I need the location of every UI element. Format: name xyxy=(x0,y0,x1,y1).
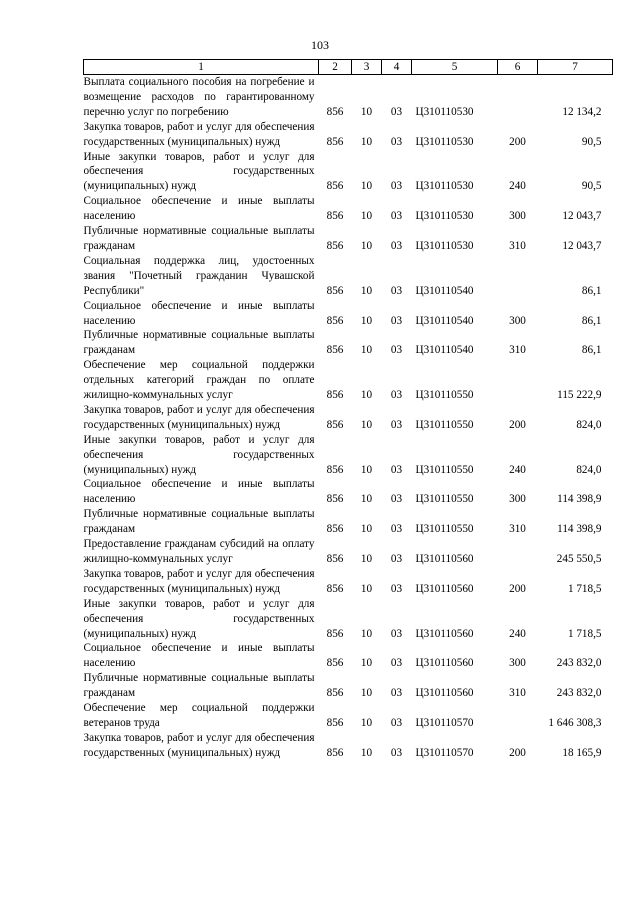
column-header-1: 1 xyxy=(84,60,319,75)
row-subsection-cell: 03 xyxy=(390,239,403,252)
row-expense-group-cell: 310 xyxy=(509,523,526,536)
row-section-cell: 10 xyxy=(360,344,373,357)
column-header-6: 6 xyxy=(498,60,538,75)
row-expense-group-cell: 200 xyxy=(509,135,526,148)
row-name-cell: Социальное обеспечение и иные выплаты населению xyxy=(83,478,315,506)
row-subsection-cell: 03 xyxy=(390,746,403,759)
row-amount-cell: 114 398,9 xyxy=(557,523,602,536)
row-target-article-cell: Ц310110540 xyxy=(415,314,474,327)
row-expense-group-cell: 310 xyxy=(509,344,526,357)
row-amount-cell: 824,0 xyxy=(576,463,602,476)
table-row xyxy=(84,537,613,567)
row-section-cell: 10 xyxy=(360,180,373,193)
row-department-cell: 856 xyxy=(326,344,344,357)
row-department-cell: 856 xyxy=(326,746,344,759)
row-expense-group-cell: 240 xyxy=(509,463,526,476)
row-name-cell: Иные закупки товаров, работ и услуг для обеспечения государственных (муниципальных) нужд xyxy=(83,150,315,193)
column-header-5: 5 xyxy=(412,60,498,75)
row-amount-cell: 86,1 xyxy=(581,344,602,357)
row-section-cell: 10 xyxy=(360,210,373,223)
row-department-cell: 856 xyxy=(326,180,344,193)
row-target-article-cell: Ц310110530 xyxy=(415,210,474,223)
row-section-cell: 10 xyxy=(360,627,373,640)
row-subsection-cell: 03 xyxy=(390,582,403,595)
row-subsection-cell: 03 xyxy=(390,657,403,670)
table-row xyxy=(84,641,613,671)
row-name-cell: Закупка товаров, работ и услуг для обеспечения государственных (муниципальных) нужд xyxy=(83,120,315,148)
table-row xyxy=(84,477,613,507)
row-section-cell: 10 xyxy=(360,523,373,536)
row-expense-group-cell: 200 xyxy=(509,418,526,431)
row-department-cell: 856 xyxy=(326,135,344,148)
table-row xyxy=(84,75,613,120)
table-row xyxy=(84,433,613,478)
row-target-article-cell: Ц310110530 xyxy=(415,239,474,252)
row-name-cell: Закупка товаров, работ и услуг для обеспечения государственных (муниципальных) нужд xyxy=(83,731,315,759)
row-section-cell: 10 xyxy=(360,716,373,729)
row-amount-cell: 12 043,7 xyxy=(562,210,602,223)
column-header-7: 7 xyxy=(538,60,613,75)
row-department-cell: 856 xyxy=(326,314,344,327)
row-amount-cell: 12 134,2 xyxy=(562,105,602,118)
row-expense-group-cell xyxy=(498,254,538,299)
row-target-article-cell: Ц310110560 xyxy=(415,627,474,640)
row-amount-cell: 243 832,0 xyxy=(556,687,602,700)
budget-table xyxy=(83,59,613,761)
row-section-cell: 10 xyxy=(360,418,373,431)
row-section-cell: 10 xyxy=(360,284,373,297)
row-subsection-cell: 03 xyxy=(390,210,403,223)
table-row xyxy=(84,194,613,224)
row-amount-cell: 1 646 308,3 xyxy=(548,716,602,729)
row-target-article-cell: Ц310110560 xyxy=(415,582,474,595)
row-department-cell: 856 xyxy=(326,553,344,565)
row-section-cell: 10 xyxy=(360,746,373,759)
row-amount-cell: 243 832,0 xyxy=(556,657,602,670)
row-target-article-cell: Ц310110530 xyxy=(415,105,474,118)
row-target-article-cell: Ц310110550 xyxy=(415,389,474,402)
row-subsection-cell: 03 xyxy=(390,314,403,327)
row-section-cell: 10 xyxy=(360,105,373,118)
row-amount-cell: 18 165,9 xyxy=(562,746,602,759)
row-amount-cell: 90,5 xyxy=(581,135,602,148)
table-row xyxy=(84,671,613,701)
row-section-cell: 10 xyxy=(360,135,373,148)
row-subsection-cell: 03 xyxy=(390,687,403,700)
column-header-3: 3 xyxy=(352,60,382,75)
row-name-cell: Обеспечение мер социальной поддержки ветеранов труда xyxy=(83,702,315,729)
row-section-cell: 10 xyxy=(360,687,373,700)
row-target-article-cell: Ц310110570 xyxy=(415,716,474,729)
row-expense-group-cell: 300 xyxy=(509,210,526,223)
row-amount-cell: 86,1 xyxy=(581,314,602,327)
table-row xyxy=(84,701,613,731)
row-target-article-cell: Ц310110550 xyxy=(415,493,474,506)
table-body xyxy=(84,75,613,761)
row-target-article-cell: Ц310110540 xyxy=(415,284,474,297)
row-section-cell: 10 xyxy=(360,239,373,252)
row-amount-cell: 90,5 xyxy=(581,180,602,193)
row-name-cell: Закупка товаров, работ и услуг для обеспечения государственных (муниципальных) нужд xyxy=(83,403,315,431)
row-expense-group-cell xyxy=(498,358,538,403)
row-expense-group-cell: 300 xyxy=(509,493,526,506)
row-department-cell: 856 xyxy=(326,418,344,431)
table-row xyxy=(84,224,613,254)
row-subsection-cell: 03 xyxy=(390,463,403,476)
row-subsection-cell: 03 xyxy=(390,716,403,729)
row-expense-group-cell xyxy=(498,75,538,120)
row-name-cell: Социальная поддержка лиц, удостоенных звания "Почетный гражданин Чувашской Республики" xyxy=(83,254,315,297)
row-name-cell: Публичные нормативные социальные выплаты гражданам xyxy=(83,672,315,700)
row-target-article-cell: Ц310110570 xyxy=(415,746,474,759)
row-subsection-cell: 03 xyxy=(390,105,403,118)
row-target-article-cell: Ц310110550 xyxy=(415,463,474,476)
row-expense-group-cell: 200 xyxy=(509,582,526,595)
row-expense-group-cell: 310 xyxy=(509,687,526,700)
row-name-cell: Обеспечение мер социальной поддержки отдельных категорий граждан по оплате жилищно-коммунальных услуг xyxy=(83,359,315,402)
row-name-cell: Иные закупки товаров, работ и услуг для обеспечения государственных (муниципальных) нужд xyxy=(83,433,315,476)
row-expense-group-cell: 240 xyxy=(509,627,526,640)
row-subsection-cell: 03 xyxy=(390,553,403,565)
row-target-article-cell: Ц310110550 xyxy=(415,418,474,431)
row-name-cell: Публичные нормативные социальные выплаты гражданам xyxy=(83,225,315,252)
row-subsection-cell: 03 xyxy=(390,180,403,193)
row-amount-cell: 245 550,5 xyxy=(556,553,602,565)
row-subsection-cell: 03 xyxy=(390,493,403,506)
row-target-article-cell: Ц310110560 xyxy=(415,687,474,700)
row-amount-cell: 1 718,5 xyxy=(567,582,602,595)
row-name-cell: Публичные нормативные социальные выплаты гражданам xyxy=(83,508,315,536)
header-row xyxy=(84,60,613,75)
row-section-cell: 10 xyxy=(360,553,373,565)
row-name-cell: Социальное обеспечение и иные выплаты населению xyxy=(83,299,315,327)
table-row xyxy=(84,120,613,150)
row-expense-group-cell: 310 xyxy=(509,239,526,252)
row-department-cell: 856 xyxy=(326,210,344,223)
row-department-cell: 856 xyxy=(326,493,344,506)
row-name-cell: Выплата социального пособия на погребение и возмещение расходов по гарантированному перечню услуг по погребению xyxy=(83,76,315,118)
row-department-cell: 856 xyxy=(326,389,344,402)
row-name-cell: Социальное обеспечение и иные выплаты населению xyxy=(83,642,315,670)
row-department-cell: 856 xyxy=(326,284,344,297)
table-row xyxy=(84,597,613,642)
row-section-cell: 10 xyxy=(360,493,373,506)
row-name-cell: Публичные нормативные социальные выплаты гражданам xyxy=(83,329,315,357)
row-amount-cell: 824,0 xyxy=(576,418,602,431)
row-department-cell: 856 xyxy=(326,687,344,700)
row-target-article-cell: Ц310110550 xyxy=(415,523,474,536)
row-amount-cell: 86,1 xyxy=(581,284,602,297)
row-subsection-cell: 03 xyxy=(390,523,403,536)
row-name-cell: Закупка товаров, работ и услуг для обеспечения государственных (муниципальных) нужд xyxy=(83,567,315,595)
row-section-cell: 10 xyxy=(360,463,373,476)
row-section-cell: 10 xyxy=(360,582,373,595)
row-department-cell: 856 xyxy=(326,463,344,476)
row-department-cell: 856 xyxy=(326,523,344,536)
column-header-4: 4 xyxy=(382,60,412,75)
row-target-article-cell: Ц310110530 xyxy=(415,135,474,148)
row-expense-group-cell: 300 xyxy=(509,657,526,670)
row-subsection-cell: 03 xyxy=(390,418,403,431)
row-expense-group-cell xyxy=(498,701,538,731)
row-amount-cell: 115 222,9 xyxy=(557,389,602,402)
table-row xyxy=(84,403,613,433)
table-row xyxy=(84,150,613,195)
row-expense-group-cell: 300 xyxy=(509,314,526,327)
page-number: 103 xyxy=(311,38,329,52)
row-amount-cell: 12 043,7 xyxy=(562,239,602,252)
table-row xyxy=(84,254,613,299)
row-name-cell: Социальное обеспечение и иные выплаты населению xyxy=(83,195,315,223)
table-row xyxy=(84,567,613,597)
table-row xyxy=(84,507,613,537)
row-department-cell: 856 xyxy=(326,239,344,252)
row-subsection-cell: 03 xyxy=(390,284,403,297)
row-name-cell: Предоставление гражданам субсидий на оплату жилищно-коммунальных услуг xyxy=(83,538,315,565)
row-section-cell: 10 xyxy=(360,657,373,670)
row-subsection-cell: 03 xyxy=(390,627,403,640)
table-row xyxy=(84,358,613,403)
row-department-cell: 856 xyxy=(326,627,344,640)
row-section-cell: 10 xyxy=(360,314,373,327)
row-subsection-cell: 03 xyxy=(390,135,403,148)
table-row xyxy=(84,731,613,761)
row-department-cell: 856 xyxy=(326,716,344,729)
row-section-cell: 10 xyxy=(360,389,373,402)
row-amount-cell: 1 718,5 xyxy=(567,627,602,640)
row-subsection-cell: 03 xyxy=(390,344,403,357)
row-expense-group-cell xyxy=(498,537,538,567)
row-target-article-cell: Ц310110560 xyxy=(415,657,474,670)
row-department-cell: 856 xyxy=(326,657,344,670)
column-header-2: 2 xyxy=(319,60,352,75)
row-amount-cell: 114 398,9 xyxy=(557,493,602,506)
row-name-cell: Иные закупки товаров, работ и услуг для обеспечения государственных (муниципальных) нужд xyxy=(83,597,315,640)
row-expense-group-cell: 200 xyxy=(509,746,526,759)
table-row xyxy=(84,328,613,358)
row-target-article-cell: Ц310110540 xyxy=(415,344,474,357)
row-target-article-cell: Ц310110560 xyxy=(415,553,474,565)
row-subsection-cell: 03 xyxy=(390,389,403,402)
row-department-cell: 856 xyxy=(326,582,344,595)
table-row xyxy=(84,299,613,329)
row-target-article-cell: Ц310110530 xyxy=(415,180,474,193)
row-department-cell: 856 xyxy=(326,105,344,118)
row-expense-group-cell: 240 xyxy=(509,180,526,193)
